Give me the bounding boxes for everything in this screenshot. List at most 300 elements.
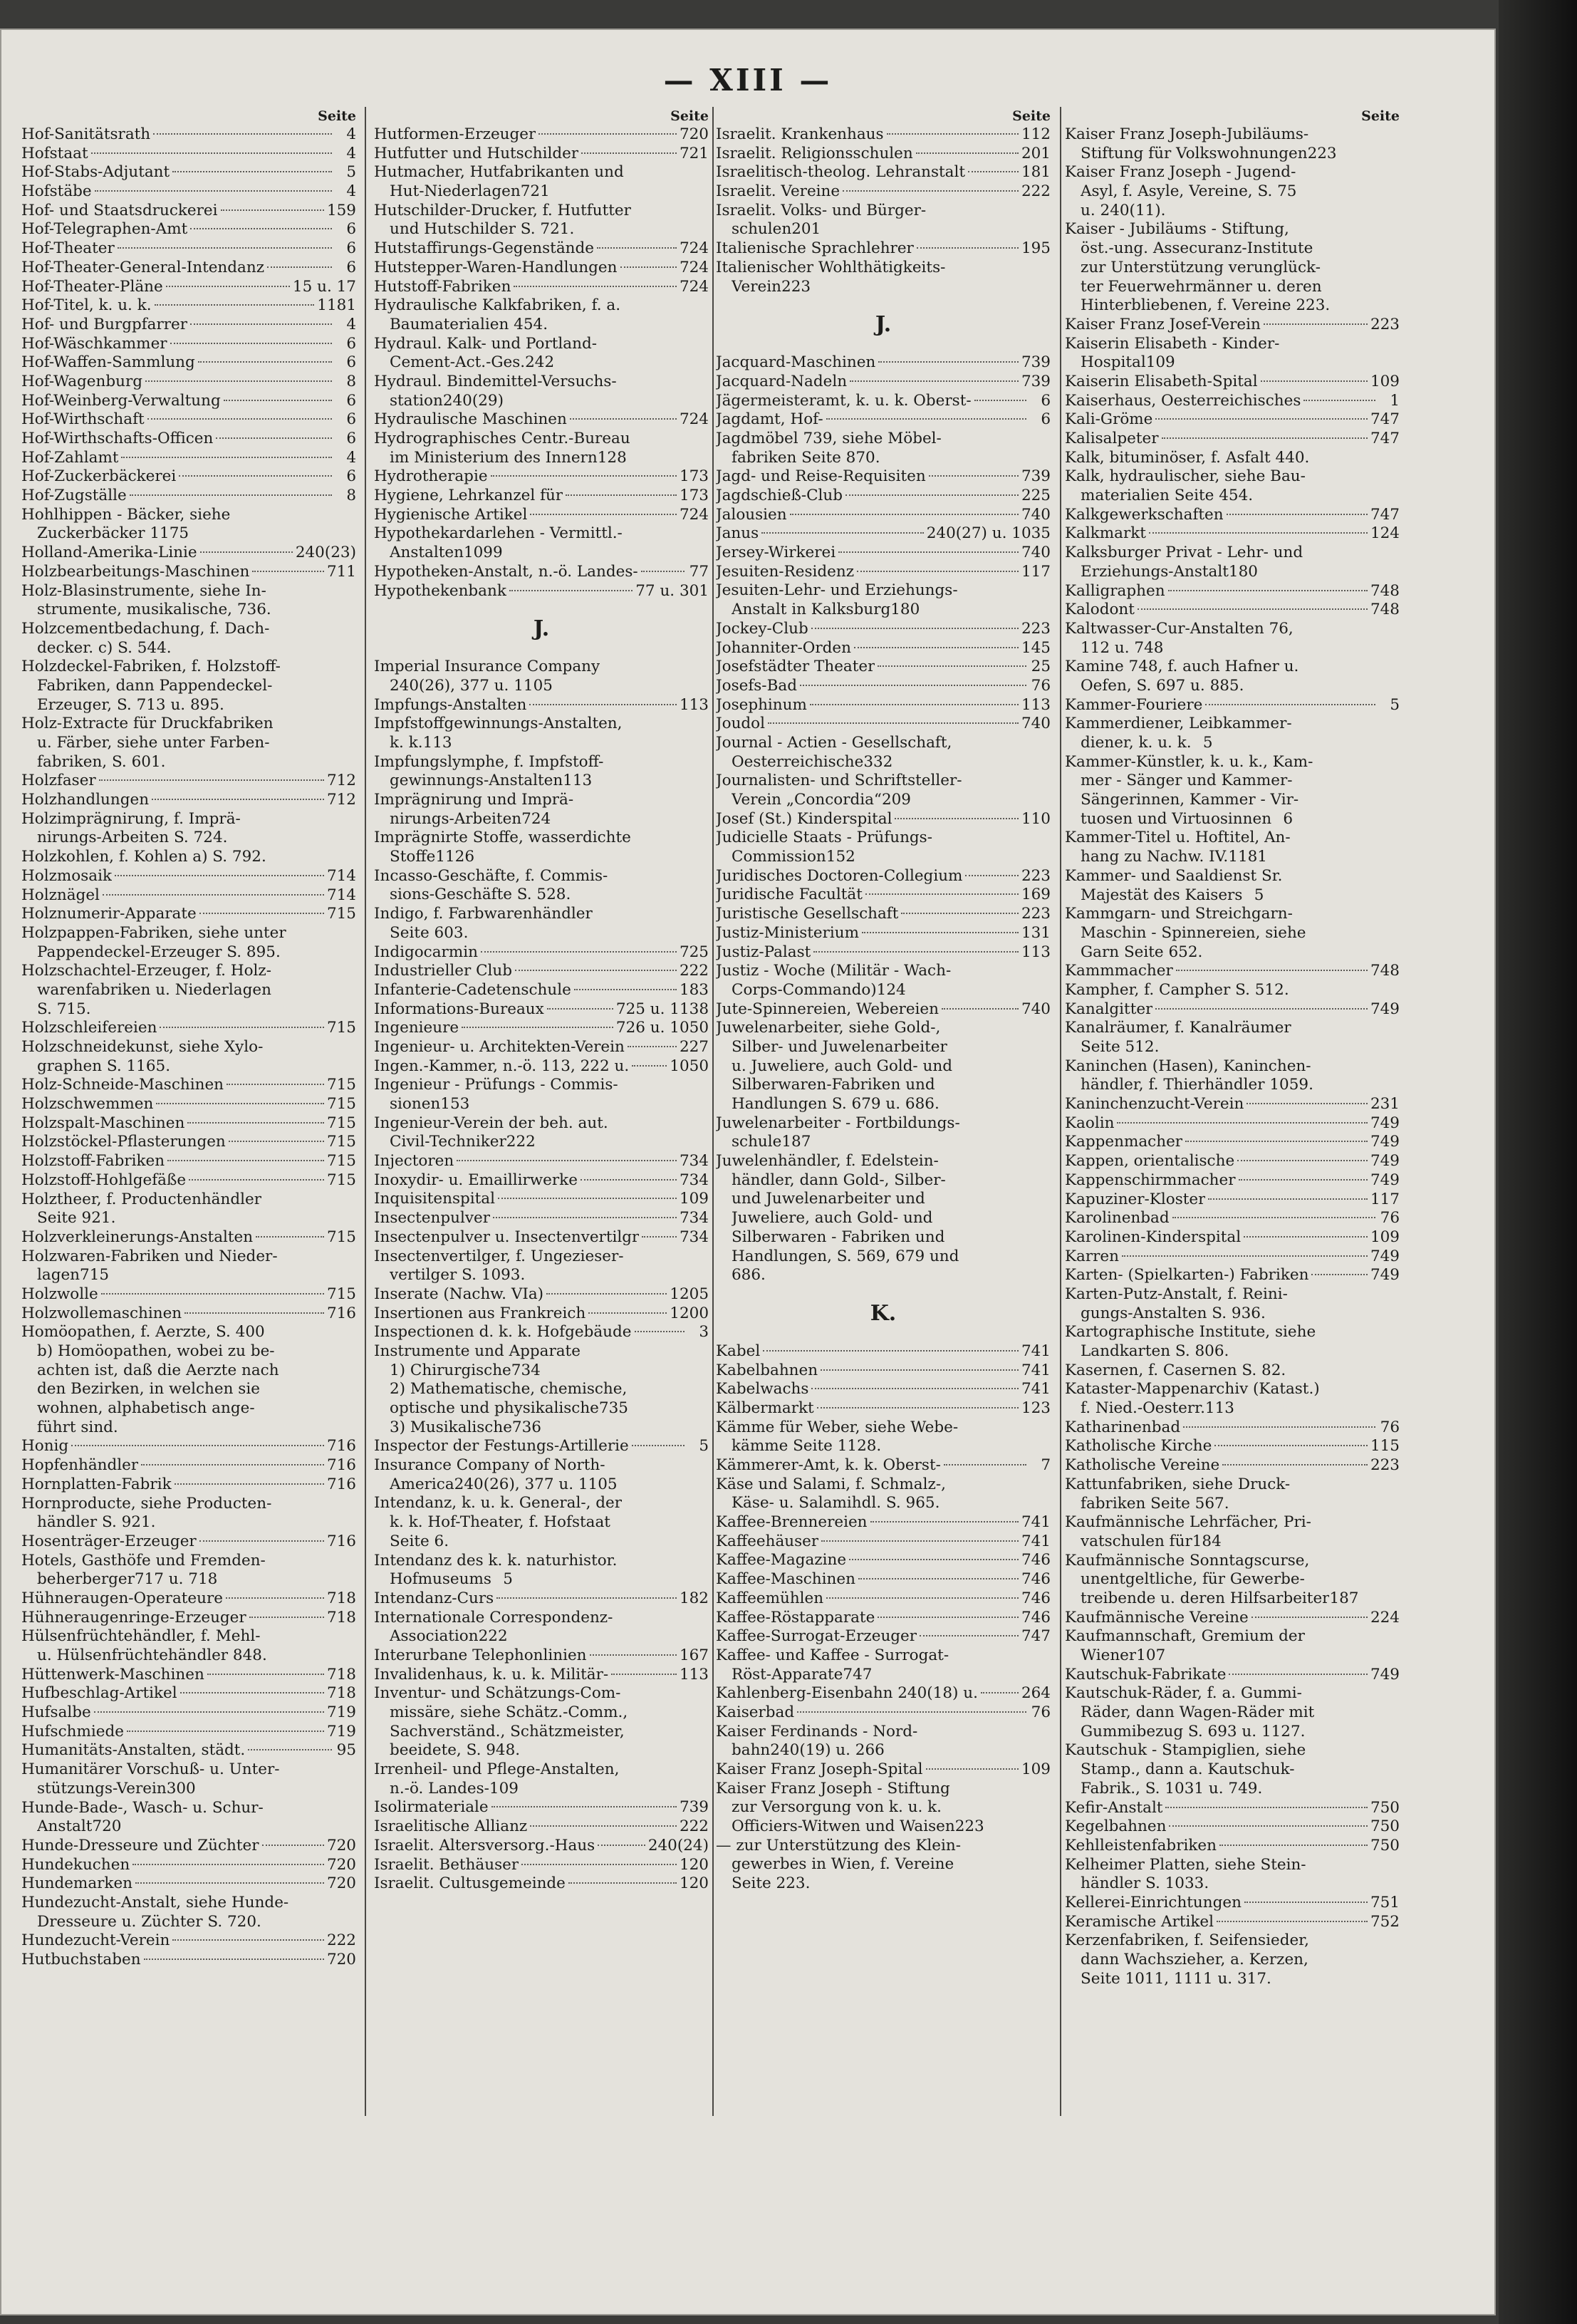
- leader-dots: [226, 1597, 324, 1599]
- entry-term: Ingenieur-Verein der beh. aut.: [374, 1114, 608, 1132]
- index-entry: [1065, 734, 1400, 753]
- entry-page: 8: [346, 487, 356, 505]
- column-divider: [712, 107, 714, 2116]
- leader-dots: [94, 1711, 324, 1713]
- entry-term: Injectoren: [374, 1152, 454, 1171]
- index-entry: [716, 791, 1051, 810]
- seite-label: Seite: [1361, 108, 1400, 124]
- entry-term: Holzstöckel-Pflasterungen: [21, 1133, 226, 1151]
- index-entry: [716, 278, 1051, 297]
- entry-page: 184: [1192, 1532, 1222, 1550]
- entry-page: 724: [679, 239, 709, 258]
- entry-term: Jesuiten-Residenz: [716, 562, 855, 581]
- leader-dots: [229, 1141, 324, 1142]
- entry-term: Seite 921.: [37, 1209, 116, 1228]
- index-entry: [374, 1076, 709, 1095]
- leader-dots: [854, 647, 1019, 648]
- index-entry: [716, 1171, 1051, 1190]
- entry-term: Impfstoffgewinnungs-Anstalten,: [374, 715, 623, 733]
- index-entry: [716, 601, 1051, 620]
- index-entry: [374, 886, 709, 905]
- entry-term: Juristische Gesellschaft: [716, 905, 899, 923]
- entry-page: 6: [346, 391, 356, 410]
- leader-dots: [145, 380, 332, 382]
- index-entry: [716, 981, 1051, 1000]
- leader-dots: [144, 1959, 324, 1960]
- entry-term: Kaffee-Brennereien: [716, 1513, 868, 1532]
- entry-term: Hof-Theater: [21, 239, 115, 258]
- entry-term: Kaffee-Röstapparate: [716, 1608, 875, 1627]
- index-entry: [21, 962, 356, 981]
- entry-term: beherberger: [37, 1570, 135, 1589]
- index-entry: [374, 924, 709, 943]
- leader-dots: [91, 152, 332, 154]
- index-entry: [374, 791, 709, 810]
- entry-page: 739: [1021, 353, 1051, 372]
- entry-page: 4: [346, 144, 356, 162]
- index-entry: [21, 1057, 356, 1077]
- entry-term: Karolinen-Kinderspital: [1065, 1228, 1242, 1246]
- entry-page: 6: [346, 467, 356, 486]
- leader-dots: [180, 1692, 324, 1693]
- entry-term: Jacquard-Maschinen: [716, 353, 876, 372]
- leader-dots: [926, 1768, 1019, 1770]
- entry-page: 715: [326, 1171, 356, 1189]
- entry-term: Holzschachtel-Erzeuger, f. Holz-: [21, 962, 271, 980]
- index-entry: [21, 1285, 356, 1304]
- index-entry: [1065, 163, 1400, 182]
- entry-page: 223: [954, 1817, 984, 1836]
- entry-term: Jersey-Wirkerei: [716, 544, 836, 562]
- leader-dots: [200, 551, 293, 553]
- entry-term: gewerbes in Wien, f. Vereine: [732, 1855, 954, 1874]
- entry-term: Hutmacher, Hutfabrikanten und: [374, 163, 624, 182]
- entry-page: 720: [679, 125, 709, 143]
- entry-term: 112 u. 748: [1081, 638, 1164, 657]
- index-entry: [374, 1304, 709, 1324]
- leader-dots: [843, 190, 1019, 192]
- entry-page: 740: [1021, 544, 1051, 562]
- index-entry: [21, 601, 356, 620]
- entry-page: 715: [326, 1152, 356, 1171]
- index-entry: [1065, 772, 1400, 791]
- index-entry: [21, 145, 356, 164]
- index-entry: [374, 1646, 709, 1666]
- entry-term: Janus: [716, 524, 759, 543]
- entry-page: 5: [503, 1570, 513, 1589]
- index-entry: [716, 353, 1051, 373]
- entry-term: Imprägnirte Stoffe, wasserdichte: [374, 829, 631, 847]
- entry-term: materialien Seite 454.: [1081, 487, 1254, 505]
- entry-page: 739: [679, 1798, 709, 1817]
- index-entry: [21, 1380, 356, 1399]
- entry-term: Hof-Sanitätsrath: [21, 125, 151, 143]
- entry-term: Karren: [1065, 1247, 1120, 1265]
- entry-term: Journal - Actien - Gesellschaft,: [716, 733, 952, 752]
- entry-page: 747: [1370, 410, 1400, 429]
- entry-page: 6: [346, 334, 356, 353]
- entry-page: 735: [598, 1399, 628, 1417]
- index-entry: [1065, 1666, 1400, 1685]
- entry-page: 714: [326, 866, 356, 885]
- entry-page: 750: [1370, 1836, 1400, 1854]
- entry-term: k. k. Hof-Theater, f. Hofstaat: [390, 1513, 610, 1532]
- index-entry: [716, 125, 1051, 145]
- entry-term: Ingen.-Kammer, n.-ö. 113, 222 u.: [374, 1057, 630, 1075]
- entry-page: 712: [326, 772, 356, 790]
- entry-term: n.-ö. Landes-: [390, 1779, 489, 1798]
- entry-page: 173: [679, 467, 709, 486]
- leader-dots: [118, 247, 332, 249]
- leader-dots: [826, 1597, 1019, 1599]
- entry-term: dann Wachszieher, a. Kerzen,: [1081, 1951, 1308, 1968]
- index-entry: [716, 1133, 1051, 1152]
- index-entry: [21, 829, 356, 848]
- leader-dots: [878, 1617, 1019, 1618]
- index-entry: [1065, 1894, 1400, 1913]
- leader-dots: [597, 247, 677, 249]
- entry-term: Hufbeschlag-Artikel: [21, 1684, 177, 1703]
- leader-dots: [538, 133, 677, 135]
- entry-page: 123: [1021, 1399, 1051, 1417]
- entry-page: 240(26), 377 u. 1105: [454, 1475, 618, 1493]
- seite-label: Seite: [670, 108, 709, 124]
- index-entry: [374, 1666, 709, 1685]
- index-entry: [21, 1076, 356, 1095]
- entry-term: Israelit. Altersversorg.-Haus: [374, 1836, 595, 1854]
- entry-term: Hutstepper-Waren-Handlungen: [374, 258, 618, 276]
- entry-page: 242: [525, 353, 555, 372]
- index-entry: [374, 1380, 709, 1399]
- index-entry: [1065, 639, 1400, 658]
- index-entry: [374, 1760, 709, 1780]
- index-entry: [1065, 182, 1400, 202]
- entry-term: kämme Seite 1128.: [732, 1437, 882, 1456]
- leader-dots: [103, 894, 324, 896]
- index-entry: [374, 1209, 709, 1228]
- index-entry: [21, 1495, 356, 1514]
- index-entry: [21, 810, 356, 829]
- entry-term: Incasso-Geschäfte, f. Commis-: [374, 866, 608, 885]
- entry-term: Hof-Stabs-Adjutant: [21, 163, 170, 182]
- index-entry: [1065, 1741, 1400, 1760]
- entry-page: 201: [1021, 144, 1051, 162]
- entry-term: Holzcementbedachung, f. Dach-: [21, 619, 270, 638]
- entry-term: Seite 223.: [732, 1874, 811, 1893]
- leader-dots: [1244, 1902, 1368, 1903]
- index-entry: [716, 1817, 1051, 1837]
- leader-dots: [491, 475, 677, 477]
- index-column-4: [1065, 107, 1400, 1988]
- entry-page: 109: [1021, 1760, 1051, 1778]
- entry-term: Hof- und Burgpfarrer: [21, 315, 188, 333]
- entry-term: Kaltwasser-Cur-Anstalten 76,: [1065, 619, 1294, 638]
- index-entry: [21, 392, 356, 411]
- index-entry: [21, 125, 356, 145]
- entry-term: Kautschuk-Fabrikate: [1065, 1665, 1227, 1684]
- entry-page: 4: [346, 315, 356, 333]
- entry-term: Kaffeehäuser: [716, 1532, 819, 1550]
- entry-term: Kämmerer-Amt, k. k. Oberst-: [716, 1456, 941, 1474]
- index-entry: [716, 848, 1051, 867]
- leader-dots: [590, 1654, 677, 1656]
- index-entry: [21, 696, 356, 715]
- index-entry: [1065, 563, 1400, 582]
- index-entry: [1065, 239, 1400, 259]
- leader-dots: [981, 1692, 1019, 1693]
- entry-term: Hülsenfrüchtehändler, f. Mehl-: [21, 1627, 261, 1646]
- entry-term: Israelitische Allianz: [374, 1817, 528, 1836]
- entry-term: Italienische Sprachlehrer: [716, 239, 914, 258]
- leader-dots: [568, 1882, 677, 1884]
- index-entry: [21, 1609, 356, 1628]
- entry-page: 222: [478, 1627, 508, 1646]
- index-entry: [21, 1684, 356, 1703]
- leader-dots: [530, 1825, 677, 1827]
- entry-term: Indigo, f. Farbwarenhändler: [374, 905, 593, 923]
- entry-term: Kataster-Mappenarchiv (Katast.): [1065, 1380, 1320, 1399]
- entry-page: 222: [679, 1817, 709, 1836]
- entry-page: 715: [326, 1095, 356, 1114]
- index-entry: [21, 1894, 356, 1913]
- entry-term: Silberwaren-Fabriken und: [732, 1076, 935, 1094]
- entry-term: strumente, musikalische, 736.: [37, 601, 271, 619]
- entry-page: 77: [689, 562, 709, 581]
- index-entry: [716, 620, 1051, 639]
- index-entry: [21, 1703, 356, 1723]
- index-entry: [1065, 1703, 1400, 1723]
- index-entry: [1065, 1931, 1400, 1951]
- entry-term: Insurance Company of North-: [374, 1456, 605, 1475]
- leader-dots: [917, 247, 1019, 249]
- leader-dots: [547, 1008, 613, 1010]
- index-entry: [1065, 1495, 1400, 1514]
- index-entry: [1065, 335, 1400, 354]
- entry-term: Seite 603.: [390, 923, 469, 942]
- entry-term: Holz-Extracte für Druckfabriken: [21, 715, 274, 733]
- index-entry: [374, 506, 709, 525]
- entry-page: 715: [326, 905, 356, 923]
- entry-term: Joudol: [716, 715, 765, 733]
- entry-term: Irrenheil- und Pflege-Anstalten,: [374, 1760, 620, 1779]
- leader-dots: [1237, 1160, 1368, 1161]
- entry-page: 1099: [463, 544, 503, 562]
- leader-dots: [857, 571, 1019, 572]
- index-entry: [1065, 506, 1400, 525]
- leader-dots: [1251, 1617, 1368, 1618]
- index-entry: [1065, 296, 1400, 316]
- index-column-1: [21, 107, 356, 1970]
- index-entry: [1065, 1684, 1400, 1703]
- index-entry: [374, 259, 709, 278]
- entry-term: Hof-Wirthschafts-Officen: [21, 430, 214, 447]
- index-entry: [1065, 1399, 1400, 1418]
- index-entry: [1065, 1285, 1400, 1304]
- entry-page: 6: [346, 410, 356, 429]
- entry-term: Hutfutter und Hutschilder: [374, 144, 579, 162]
- index-entry: [1065, 924, 1400, 943]
- page-number: — XIII —: [663, 63, 833, 98]
- entry-term: schule: [732, 1133, 782, 1151]
- index-entry: [21, 1760, 356, 1780]
- entry-page: 187: [1329, 1589, 1359, 1607]
- index-entry: [21, 220, 356, 239]
- entry-term: Hydraul. Kalk- und Portland-: [374, 334, 597, 353]
- entry-page: 5: [1390, 695, 1400, 714]
- entry-term: Kaiser Franz Joseph-Spital: [716, 1760, 923, 1778]
- entry-page: 750: [1370, 1817, 1400, 1836]
- index-entry: [716, 430, 1051, 449]
- index-entry: [1065, 1532, 1400, 1552]
- entry-term: Oesterreichische: [732, 752, 864, 771]
- index-entry: [716, 1095, 1051, 1114]
- entry-term: Hühneraugen-Operateure: [21, 1589, 223, 1607]
- index-entry: [1065, 1760, 1400, 1780]
- index-entry: [21, 1837, 356, 1856]
- entry-term: Informations-Bureaux: [374, 1000, 544, 1018]
- entry-page: 222: [679, 962, 709, 980]
- index-entry: [1065, 1456, 1400, 1475]
- entry-term: Verein: [732, 277, 782, 296]
- entry-page: 746: [1021, 1608, 1051, 1627]
- leader-dots: [152, 799, 324, 800]
- entry-page: 749: [1370, 1133, 1400, 1151]
- entry-term: America: [390, 1475, 454, 1493]
- leader-dots: [1244, 1236, 1368, 1238]
- index-entry: [374, 943, 709, 963]
- index-entry: [374, 410, 709, 430]
- entry-term: Kaffee- und Kaffee - Surrogat-: [716, 1646, 949, 1664]
- entry-term: Karten-Putz-Anstalt, f. Reini-: [1065, 1285, 1288, 1303]
- index-entry: [21, 296, 356, 316]
- index-entry: [21, 791, 356, 810]
- entry-term: gewinnungs-Anstalten: [390, 772, 563, 790]
- entry-term: gungs-Anstalten S. 936.: [1081, 1304, 1266, 1322]
- entry-term: Erzeuger, S. 713 u. 895.: [37, 695, 224, 714]
- leader-dots: [611, 1674, 677, 1675]
- entry-term: Jalousien: [716, 505, 787, 524]
- entry-term: Seite 512.: [1081, 1038, 1160, 1056]
- entry-term: Hof-Wagenburg: [21, 372, 143, 390]
- entry-term: mer - Sänger und Kammer-: [1081, 772, 1293, 790]
- index-entry: [21, 1095, 356, 1114]
- leader-dots: [529, 704, 677, 705]
- index-entry: [21, 1418, 356, 1438]
- entry-term: Stoffe: [390, 848, 436, 866]
- index-entry: [21, 1931, 356, 1951]
- index-entry: [21, 1570, 356, 1589]
- index-entry: [374, 430, 709, 449]
- entry-term: Jockey-Club: [716, 619, 808, 638]
- index-entry: [716, 715, 1051, 734]
- entry-term: Hufsalbe: [21, 1703, 91, 1722]
- entry-term: Hydraul. Bindemittel-Versuchs-: [374, 372, 617, 390]
- leader-dots: [1176, 970, 1368, 971]
- leader-dots: [221, 209, 324, 211]
- entry-term: Humanitäts-Anstalten, städt.: [21, 1741, 246, 1760]
- index-entry: [21, 1552, 356, 1571]
- entry-page: 7: [1041, 1456, 1051, 1474]
- entry-term: Keramische Artikel: [1065, 1912, 1214, 1931]
- index-entry: [716, 1666, 1051, 1685]
- entry-page: 749: [1370, 1171, 1400, 1189]
- entry-page: 187: [781, 1133, 811, 1151]
- leader-dots: [1227, 514, 1368, 515]
- index-entry: [716, 829, 1051, 848]
- entry-page: 1181: [1228, 848, 1267, 866]
- entry-term: Kaiserbad: [716, 1703, 795, 1721]
- index-entry: [1065, 1133, 1400, 1152]
- leader-dots: [1208, 1198, 1368, 1200]
- entry-term: Jagdmöbel 739, siehe Möbel-: [716, 429, 942, 447]
- leader-dots: [628, 1046, 677, 1047]
- entry-page: 180: [1228, 562, 1258, 581]
- index-entry: [374, 1000, 709, 1020]
- index-entry: [716, 1760, 1051, 1780]
- entry-term: 2) Mathematische, chemische,: [390, 1380, 628, 1399]
- index-entry: [21, 1951, 356, 1970]
- index-entry: [716, 1837, 1051, 1856]
- index-entry: [374, 1418, 709, 1438]
- entry-term: Garn Seite 652.: [1081, 943, 1203, 961]
- entry-term: k. k.: [390, 733, 423, 752]
- leader-dots: [95, 190, 332, 192]
- entry-page: 113: [679, 1665, 709, 1684]
- entry-page: 15 u. 17: [292, 277, 356, 296]
- leader-dots: [462, 1027, 613, 1028]
- entry-term: Interurbane Telephonlinien: [374, 1646, 587, 1664]
- entry-term: Israelit. Bethäuser: [374, 1855, 519, 1874]
- index-entry: [21, 316, 356, 335]
- entry-page: 124: [876, 980, 906, 999]
- entry-page: 76: [1031, 676, 1051, 695]
- leader-dots: [262, 1845, 324, 1846]
- index-column-3: [716, 107, 1051, 1894]
- entry-page: 715: [326, 1228, 356, 1246]
- entry-term: Kaiserin Elisabeth - Kinder-: [1065, 334, 1280, 353]
- entry-page: 25: [1031, 658, 1051, 676]
- entry-term: Fabrik., S. 1031 u. 749.: [1081, 1779, 1263, 1798]
- leader-dots: [160, 1027, 324, 1028]
- entry-term: Karten- (Spielkarten-) Fabriken: [1065, 1266, 1309, 1285]
- column-divider: [365, 107, 366, 2116]
- entry-page: 749: [1370, 1266, 1400, 1285]
- entry-term: Hutstaffirungs-Gegenstände: [374, 239, 594, 258]
- index-entry: [374, 163, 709, 182]
- leader-dots: [179, 475, 332, 477]
- entry-term: Holzstoff-Fabriken: [21, 1152, 165, 1171]
- entry-term: Kammer-Fouriere: [1065, 695, 1203, 714]
- index-entry: [374, 1266, 709, 1285]
- index-entry: [716, 1209, 1051, 1228]
- entry-page: 718: [326, 1665, 356, 1684]
- entry-page: 715: [326, 1019, 356, 1037]
- leader-dots: [147, 418, 332, 420]
- entry-term: Kautschuk - Stampiglien, siehe: [1065, 1741, 1306, 1760]
- index-entry: [21, 772, 356, 791]
- entry-term: Kalodont: [1065, 601, 1135, 619]
- entry-term: fabriken Seite 870.: [732, 448, 880, 467]
- entry-term: Jesuiten-Lehr- und Erziehungs-: [716, 581, 958, 600]
- index-entry: [716, 943, 1051, 963]
- entry-term: Landkarten S. 806.: [1081, 1342, 1229, 1360]
- index-entry: [716, 1190, 1051, 1209]
- column-divider: [1060, 107, 1061, 2116]
- entry-term: Kaufmännische Vereine: [1065, 1608, 1249, 1627]
- entry-term: führt sind.: [37, 1418, 118, 1436]
- entry-term: Inventur- und Schätzungs-Com-: [374, 1684, 621, 1703]
- leader-dots: [184, 1312, 324, 1314]
